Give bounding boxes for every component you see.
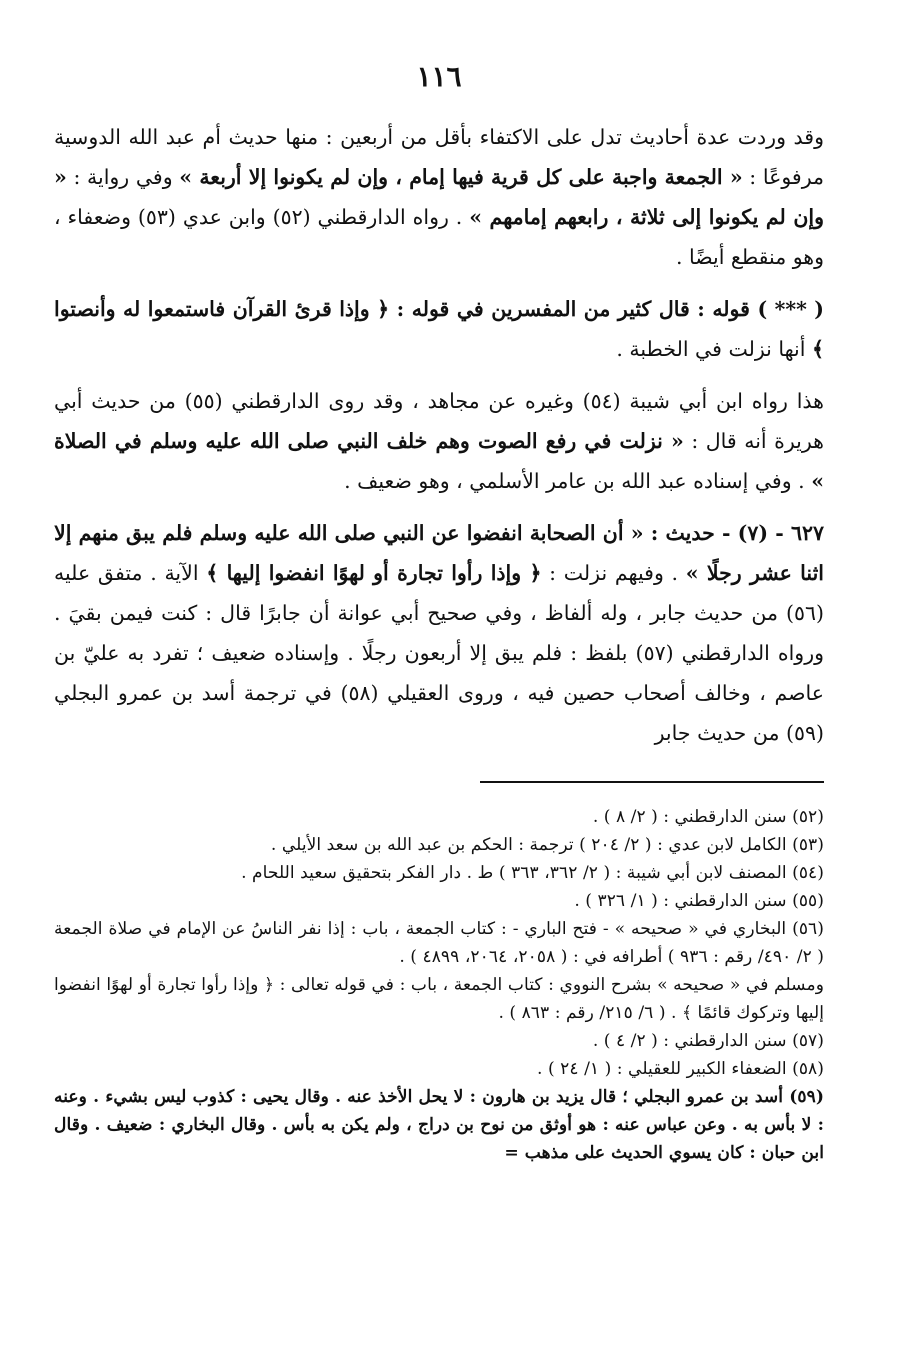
paragraph-4: [54, 513, 824, 753]
p4-verse: ﴿ وإذا رأوا تجارة أو لهوًا انفضوا إليها ﴾: [206, 561, 542, 585]
main-text: [54, 117, 824, 753]
footnote-separator: [480, 781, 824, 783]
footnote-52: (٥٢) سنن الدارقطني : ( ٢/ ٨ ) .: [592, 807, 824, 827]
footnotes: [54, 803, 824, 1167]
footnote-53: (٥٣) الكامل لابن عدي : ( ٢/ ٢٠٤ ) ترجمة : الحكم بن عبد الله بن سعد الأيلي .: [270, 835, 824, 855]
footnote-57: (٥٧) سنن الدارقطني : ( ٢/ ٤ ) .: [592, 1031, 824, 1051]
p4-text-a: . وفيهم نزلت :: [541, 561, 686, 585]
p1-text-b: وفي رواية :: [66, 165, 180, 189]
p4-text-b: الآية . متفق عليه (٥٦) من حديث جابر ، وله ألفاظ ، وفي صحيح أبي عوانة أن جابرًا قال : كنت فيمن بقيَ . ورواه الدارقطني (٥٧) بلفظ : فلم يبق إلا أربعون رجلًا . وإسناده ضعيف ؛ تفرد به عليّ بن عاصم ، وخالف أصحاب حصين فيه ، وروى العقيلي (٥٨) في ترجمة أسد بن عمرو البجلي (٥٩) من حديث جابر: [54, 561, 824, 745]
paragraph-2: [54, 289, 824, 369]
footnote-55: (٥٥) سنن الدارقطني : ( ١/ ٣٢٦ ) .: [574, 891, 824, 911]
page-number: ١١٦: [416, 60, 462, 93]
footnote-54: (٥٤) المصنف لابن أبي شيبة : ( ٢/ ٣٦٢، ٣٦٣ ) ط . دار الفكر بتحقيق سعيد اللحام .: [241, 863, 824, 883]
paragraph-1: [54, 117, 824, 277]
p2-text: أنها نزلت في الخطبة .: [616, 337, 812, 361]
footnote-56-continued: ومسلم في « صحيحه » بشرح النووي : كتاب الجمعة ، باب : في قوله تعالى : ﴿ وإذا رأوا تجارة أو لهوًا انفضوا إليها وتركوك قائمًا ﴾ . ( ٦/ ٢١٥/ رقم : ٨٦٣ ) .: [54, 975, 824, 1023]
footnote-58: (٥٨) الضعفاء الكبير للعقيلي : ( ١/ ٢٤ ) .: [537, 1059, 824, 1079]
footnote-59: (٥٩) أسد بن عمرو البجلي ؛ قال يزيد بن هارون : لا يحل الأخذ عنه . وقال يحيى : كذوب ليس بشيء . وعنه : لا بأس به . وعن عباس عنه : هو أوثق من نوح بن دراج ، ولم يكن به بأس . وقال البخاري : ضعيف . وقال ابن حبان : كان يسوي الحديث على مذهب =: [54, 1087, 824, 1163]
p2-quote: ( *** ) قوله : قال كثير من المفسرين في قوله : ﴿ وإذا قرئ القرآن فاستمعوا له وأنصتوا ﴾: [54, 297, 824, 361]
p1-quote-a: « الجمعة واجبة على كل قرية فيها إمام ، وإن لم يكونوا إلا أربعة »: [179, 165, 743, 189]
p3-text-a: هذا رواه ابن أبي شيبة (٥٤) وغيره عن مجاهد ، وقد روى الدارقطني (٥٥) من حديث أبي هريرة أنه قال :: [54, 389, 824, 453]
footnote-56: (٥٦) البخاري في « صحيحه » - فتح الباري - : كتاب الجمعة ، باب : إذا نفر الناسُ عن الإمام في صلاة الجمعة ( ٢/ ٤٩٠/ رقم : ٩٣٦ ) أطرافه في : ( ٢٠٥٨، ٢٠٦٤، ٤٨٩٩ ) .: [54, 919, 824, 967]
p3-quote: « نزلت في رفع الصوت وهم خلف النبي صلى الله عليه وسلم في الصلاة »: [54, 429, 824, 493]
p1-quote-b: « وإن لم يكونوا إلى ثلاثة ، رابعهم إمامهم »: [54, 165, 824, 229]
paragraph-3: [54, 381, 824, 501]
p4-heading: ٦٢٧ - (٧) - حديث : « أن الصحابة انفضوا عن النبي صلى الله عليه وسلم فلم يبق منهم إلا اثنا عشر رجلًا »: [54, 521, 825, 585]
p1-text-a: وقد وردت عدة أحاديث تدل على الاكتفاء بأقل من أربعين : منها حديث أم عبد الله الدوسية مرفوعًا :: [54, 125, 824, 189]
p1-text-c: . رواه الدارقطني (٥٢) وابن عدي (٥٣) وضعفاء ، وهو منقطع أيضًا .: [54, 205, 824, 269]
p3-text-b: . وفي إسناده عبد الله بن عامر الأسلمي ، وهو ضعيف .: [344, 469, 812, 493]
